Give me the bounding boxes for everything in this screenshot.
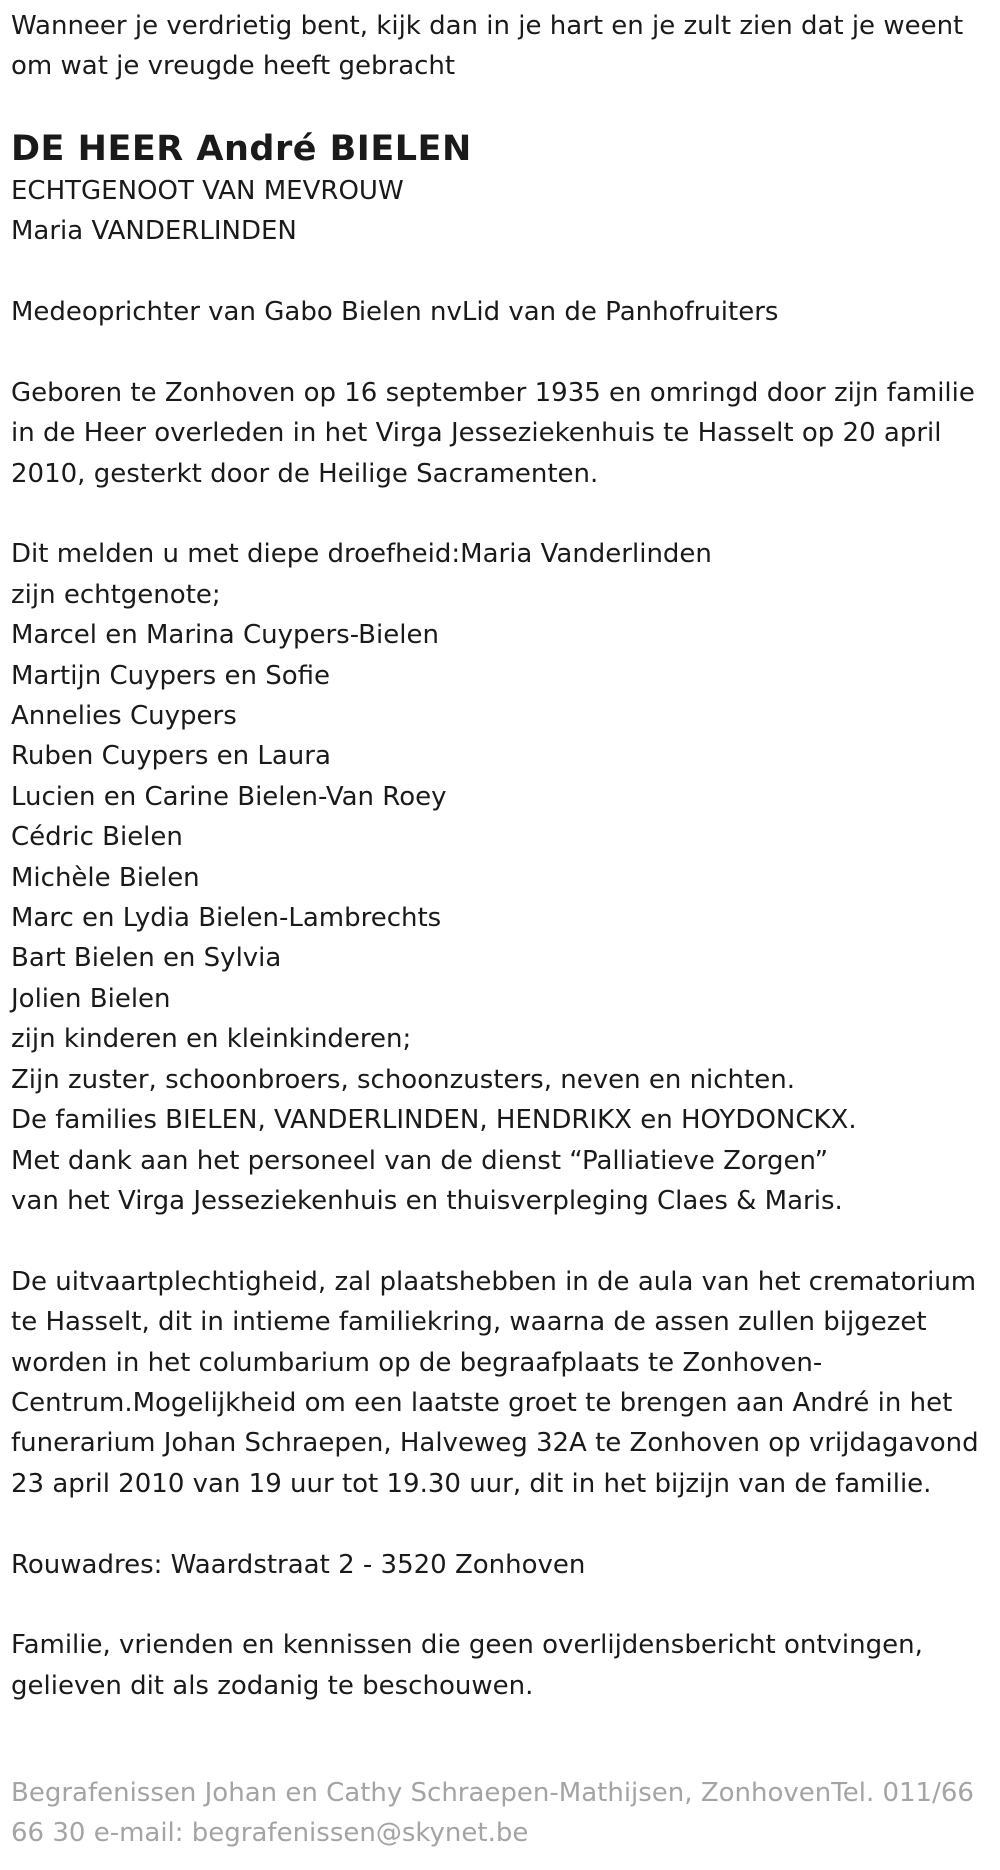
family-line: van het Virga Jesseziekenhuis en thuisverpleging Claes & Maris. bbox=[11, 1185, 843, 1216]
ceremony-paragraph: De uitvaartplechtigheid, zal plaatshebben in de aula van het crematorium te Hasselt, dit in intieme familiekring, waarna de assen zullen bijgezet worden in het columbarium op de begraafplaats te Zonhoven-Centrum.Mogelijkheid om een laatste groet te brengen aan André in het funerarium Johan Schraepen, Halveweg 32A te Zonhoven op vrijdagavond 23 april 2010 van 19 uur tot 19.30 uur, dit in het bijzijn van de familie. bbox=[11, 1266, 979, 1499]
funeral-home-footer: Begrafenissen Johan en Cathy Schraepen-Mathijsen, ZonhovenTel. 011/66 66 30 e-mail: begrafenissen@skynet.be bbox=[11, 1777, 974, 1848]
family-line: Marc en Lydia Bielen-Lambrechts bbox=[11, 903, 442, 934]
family-line: Dit melden u met diepe droefheid:Maria Vanderlinden bbox=[11, 539, 712, 570]
spacer bbox=[11, 1504, 1000, 1544]
opening-quote: Wanneer je verdrietig bent, kijk dan in je hart en je zult zien dat je weent om wat je vreugde heeft gebracht bbox=[11, 11, 964, 82]
family-line: Michèle Bielen bbox=[11, 862, 200, 893]
spacer bbox=[11, 252, 1000, 292]
birth-death-paragraph: Geboren te Zonhoven op 16 september 1935 en omringd door zijn familie in de Heer overleden in het Virga Jesseziekenhuis te Hasselt op 20 april 2010, gesterkt door de Heilige Sacramenten. bbox=[11, 377, 975, 489]
family-line: Met dank aan het personeel van de dienst “Palliatieve Zorgen” bbox=[11, 1145, 829, 1176]
family-line: Marcel en Marina Cuypers-Bielen bbox=[11, 620, 439, 651]
family-line: Zijn zuster, schoonbroers, schoonzusters, neven en nichten. bbox=[11, 1064, 795, 1095]
spacer bbox=[11, 1221, 1000, 1261]
family-line: Jolien Bielen bbox=[11, 983, 171, 1014]
occupation-line: Medeoprichter van Gabo Bielen nvLid van de Panhofruiters bbox=[11, 297, 779, 328]
family-line: zijn echtgenote; bbox=[11, 579, 221, 610]
spouse-line-1: ECHTGENOOT VAN MEVROUW bbox=[11, 175, 404, 206]
deceased-name-title: DE HEER André BIELEN bbox=[11, 128, 472, 169]
spacer bbox=[11, 494, 1000, 534]
family-line: Annelies Cuypers bbox=[11, 701, 237, 732]
family-line: Lucien en Carine Bielen-Van Roey bbox=[11, 781, 447, 812]
mourning-address: Rouwadres: Waardstraat 2 - 3520 Zonhoven bbox=[11, 1549, 586, 1580]
spacer bbox=[11, 1706, 1000, 1746]
family-line: zijn kinderen en kleinkinderen; bbox=[11, 1024, 412, 1055]
spacer bbox=[11, 332, 1000, 372]
family-list bbox=[11, 534, 996, 1221]
notice-paragraph: Familie, vrienden en kennissen die geen overlijdensbericht ontvingen, gelieven dit als zodanig te beschouwen. bbox=[11, 1630, 923, 1701]
spacer bbox=[11, 1585, 1000, 1625]
family-line: De families BIELEN, VANDERLINDEN, HENDRIKX en HOYDONCKX. bbox=[11, 1105, 857, 1136]
family-line: Cédric Bielen bbox=[11, 822, 183, 853]
family-line: Ruben Cuypers en Laura bbox=[11, 741, 331, 772]
family-line: Bart Bielen en Sylvia bbox=[11, 943, 282, 974]
spouse-line-2: Maria VANDERLINDEN bbox=[11, 216, 297, 247]
family-line: Martijn Cuypers en Sofie bbox=[11, 660, 330, 691]
